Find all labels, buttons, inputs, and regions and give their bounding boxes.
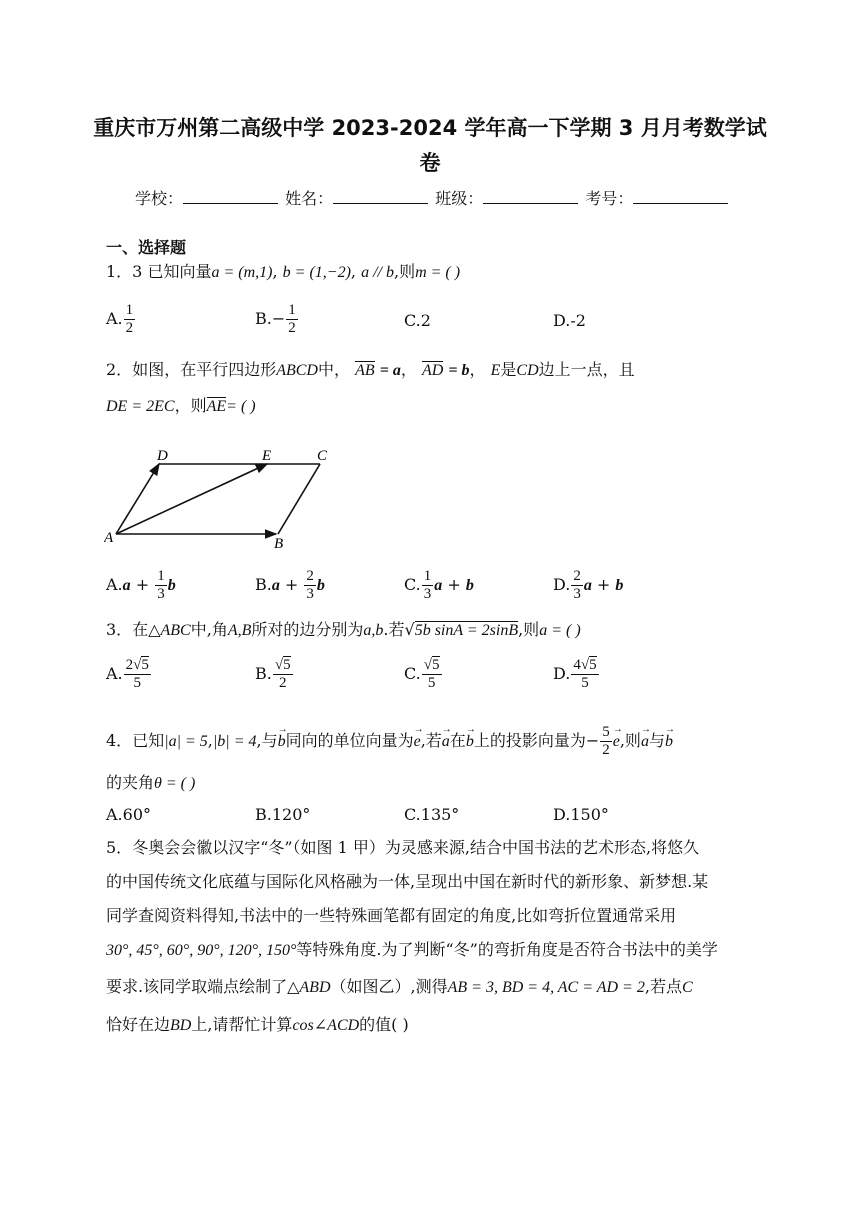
q4-text-d: ,若 xyxy=(420,731,442,750)
q1-text-b: ,则 xyxy=(393,262,416,281)
vector-ae xyxy=(116,464,267,534)
q3-option-c-label: C. xyxy=(404,664,421,683)
q4-text-i: 的夹角 xyxy=(106,773,155,792)
q2-option-c-label: C. xyxy=(404,575,421,594)
class-label: 班级： xyxy=(435,189,484,208)
q4-text-e: 在 xyxy=(449,731,466,750)
q4-eq-a: |a| = 5 xyxy=(164,733,208,750)
q5-text-5a: 要求.该同学取端点绘制了 xyxy=(106,977,288,996)
question-1-stem: 1．3 已知向量a = (m,1), b = (1,−2), a // b,则m = ( ) xyxy=(106,262,461,281)
q4-option-b: B.120° xyxy=(255,805,311,824)
q2-answer: = ( ) xyxy=(226,398,256,415)
q5-triangle: △ABD xyxy=(287,979,331,996)
school-label: 学校： xyxy=(135,189,184,208)
q5-angles: 30°, 45°, 60°, 90°, 120°, 150° xyxy=(106,942,297,959)
q4-text-c: 同向的单位向量为 xyxy=(285,731,414,750)
q1-option-a xyxy=(106,302,136,337)
q2-option-b: B.a + $\frac{2}{3}$ b xyxy=(255,568,325,602)
section-heading: 一、选择题 xyxy=(106,238,187,257)
page-title-continued: 卷 xyxy=(419,151,441,175)
q3-answer: a = ( ) xyxy=(539,622,581,639)
exam-no-blank[interactable] xyxy=(633,189,728,204)
q2-option-d: D. $\frac{2}{3}$ a + b xyxy=(553,568,624,602)
q2-vec-ab: AB xyxy=(355,362,375,379)
label-b: B xyxy=(274,536,284,552)
q2-point-e: E xyxy=(490,362,501,379)
q5-text-1: 冬奥会会徽以汉字“冬”（如图 1 甲）为灵感来源,结合中国书法的艺术形态,将悠久 xyxy=(132,838,700,857)
q3-option-a: A. $\frac{2√5}{5}$ xyxy=(106,657,149,691)
frac-den: 2 xyxy=(125,320,134,336)
side-cb xyxy=(278,464,320,534)
q4-text-g: ,则 xyxy=(619,731,641,750)
q2-option-b-label: B. xyxy=(255,575,272,594)
q1-option-c: C.2 xyxy=(404,311,431,330)
frac-den: 2 xyxy=(288,320,296,336)
q4-text-b: ,与 xyxy=(256,731,278,750)
q5-measures: AB = 3, BD = 4, AC = AD = 2 xyxy=(447,979,645,996)
q1-option-a-fraction xyxy=(124,302,136,337)
q3-number: 3． xyxy=(106,620,133,639)
school-blank[interactable] xyxy=(183,189,278,204)
q2-text-b: 中， xyxy=(317,360,350,379)
q2-condition: DE = 2EC xyxy=(106,398,175,415)
page-title: 重庆市万州第二高级中学 2023-2024 学年高一下学期 3 月月考数学试 xyxy=(93,116,767,140)
q3-text-c: 所对的边分别为 xyxy=(251,620,364,639)
label-e: E xyxy=(262,448,272,464)
question-5-line4 xyxy=(106,940,718,961)
q1-option-b-label: B.− xyxy=(255,309,286,328)
question-2-stem: 2．如图，在平行四边形ABCD中， AB = a， AD = b， E是CD边上一点，且 xyxy=(106,360,635,379)
q2-number: 2． xyxy=(106,360,133,379)
name-blank[interactable] xyxy=(333,189,428,204)
q2-option-a-label: A. xyxy=(106,575,123,594)
q5-text-6b: 上,请帮忙计算 xyxy=(191,1015,293,1034)
q2-text-c: 是 xyxy=(500,360,517,379)
q2-side-cd: CD xyxy=(516,362,539,379)
q3-option-d: D. $\frac{4√5}{5}$ xyxy=(553,657,597,691)
q5-answer: 的值( ) xyxy=(359,1015,409,1034)
q1-eq-b: b = (1,−2) xyxy=(282,264,351,281)
q4-text-h: 与 xyxy=(648,731,665,750)
q1-answer: m = ( ) xyxy=(415,264,461,281)
q5-number: 5． xyxy=(106,838,133,857)
q4-eq-b: |b| = 4 xyxy=(212,733,257,750)
q4-proj-sign: − xyxy=(585,731,600,750)
q3-option-d-label: D. xyxy=(553,664,571,683)
q3-triangle: △ABC xyxy=(148,622,191,639)
question-4-stem-line2 xyxy=(106,773,195,794)
question-5-line1 xyxy=(106,838,699,858)
q2-text-d: 边上一点，且 xyxy=(538,360,635,379)
q2-option-d-label: D. xyxy=(553,575,571,594)
q4-option-a: A.60° xyxy=(106,805,151,824)
q4-option-c: C.135° xyxy=(404,805,460,824)
q3-text-e: ,则 xyxy=(518,620,540,639)
q5-text-5b: （如图乙）,测得 xyxy=(330,977,448,996)
q3-angles: A,B xyxy=(227,622,252,639)
name-label: 姓名： xyxy=(285,189,334,208)
q5-point-c: C xyxy=(681,979,693,996)
q2-parallelogram: ABCD xyxy=(276,362,318,379)
q3-text-b: 中,角 xyxy=(190,620,228,639)
q2-eq-a: = a xyxy=(379,362,401,379)
q1-eq-a: a = (m,1) xyxy=(211,264,273,281)
q1-number: 1．3 xyxy=(106,262,143,281)
label-a: A xyxy=(104,530,114,546)
q2-option-c: C. $\frac{1}{3}$ a + b xyxy=(404,568,474,602)
q5-cos: cos∠ACD xyxy=(292,1017,360,1034)
q3-sides: a,b xyxy=(363,622,384,639)
q5-side-bd: BD xyxy=(170,1017,192,1034)
q1-option-a-label: A. xyxy=(106,309,123,328)
label-d: D xyxy=(157,448,168,464)
question-5-line3: 同学查阅资料得知,书法中的一些特殊画笔都有固定的角度,比如弯折位置通常采用 xyxy=(106,906,677,925)
q2-text-e: ，则 xyxy=(174,396,207,415)
q4-answer: θ = ( ) xyxy=(154,775,196,792)
frac-num: 1 xyxy=(288,302,296,318)
q1-text: 已知向量 xyxy=(147,262,212,281)
question-5-line5 xyxy=(106,977,693,998)
q2-eq-b: = b xyxy=(448,362,470,379)
q3-equation: 5b sinA = 2sinB xyxy=(414,622,519,639)
q3-option-c: C. $\frac{√5}{5}$ xyxy=(404,657,440,691)
q3-option-b-label: B. xyxy=(255,664,272,683)
question-5-line2: 的中国传统文化底蕴与国际化风格融为一体,呈现出中国在新时代的新形象、新梦想.某 xyxy=(106,872,709,891)
q5-text-4: 等特殊角度.为了判断“冬”的弯折角度是否符合书法中的美学 xyxy=(296,940,718,959)
q5-text-5d: ,若点 xyxy=(644,977,682,996)
q4-text: 已知 xyxy=(132,731,165,750)
q3-text-d: .若 xyxy=(383,620,405,639)
student-info xyxy=(135,186,730,209)
q4-option-d: D.150° xyxy=(553,805,609,824)
parallelogram-figure xyxy=(104,442,344,554)
class-blank[interactable] xyxy=(483,189,578,204)
q1-option-b-fraction xyxy=(286,302,298,337)
q2-vec-ad: AD xyxy=(421,362,444,379)
q2-vec-ae: AE xyxy=(206,398,227,415)
q4-number: 4． xyxy=(106,731,133,750)
q5-text-6a: 恰好在边 xyxy=(106,1015,171,1034)
q3-option-b: B. $\frac{√5}{2}$ xyxy=(255,657,291,691)
q1-option-b xyxy=(255,302,299,337)
question-3-stem: 3．在△ABC中,角A,B所对的边分别为a,b.若√5b sinA = 2sinB,则a = ( ) xyxy=(106,620,581,639)
q1-option-d: D.-2 xyxy=(553,311,586,330)
frac-num: 1 xyxy=(125,302,134,318)
q2-text: 如图，在平行四边形 xyxy=(132,360,277,379)
q1-eq-parallel: a // b xyxy=(361,264,394,281)
q2-option-a: A.a + $\frac{1}{3}$ b xyxy=(106,568,176,602)
exam-no-label: 考号： xyxy=(585,189,634,208)
q3-option-a-label: A. xyxy=(106,664,123,683)
question-5-line6 xyxy=(106,1015,409,1036)
q3-text: 在 xyxy=(132,620,149,639)
q4-text-f: 上的投影向量为 xyxy=(473,731,586,750)
question-2-stem-line2 xyxy=(106,396,256,417)
label-c: C xyxy=(317,448,328,464)
question-4-stem: 4．已知|a| = 5,|b| = 4,与→ b同向的单位向量为→ e,若→ a在→ b上的投影向量为− $\frac{5}{2}$ → e,则→ a与→ b xyxy=(106,724,673,759)
